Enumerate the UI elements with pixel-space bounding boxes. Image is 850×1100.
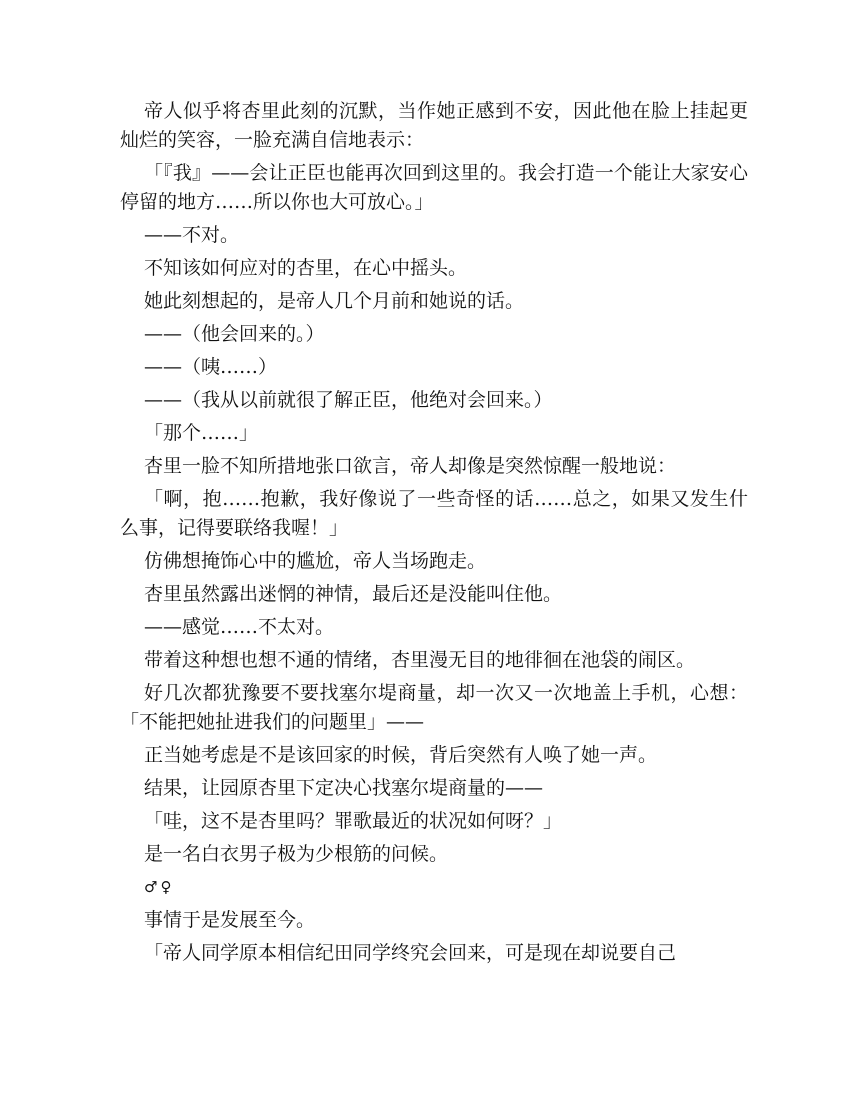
paragraph: ——（我从以前就很了解正臣，他绝对会回来。） [144,389,553,411]
paragraph: 「啊，抱……抱歉，我好像说了一些奇怪的话……总之，如果又发生什么事，记得要联络我喔！」 [120,488,748,539]
paragraph: 「哇，这不是杏里吗？罪歌最近的状况如何呀？」 [144,810,563,832]
paragraph: 「『我』——会让正臣也能再次回到这里的。我会打造一个能让大家安心停留的地方……所以你也大可放心。」 [120,162,748,213]
section-break-symbol: ♂♀ [144,878,175,896]
paragraph: 带着这种想也想不通的情绪，杏里漫无目的地徘徊在池袋的闹区。 [144,649,696,671]
paragraph: 好几次都犹豫要不要找塞尔堤商量，却一次又一次地盖上手机，心想：「不能把她扯进我们的问题里」—— [120,682,748,733]
paragraph: 她此刻想起的，是帝人几个月前和她说的话。 [144,290,525,312]
paragraph: ——感觉……不太对。 [144,616,335,638]
paragraph: 结果，让园原杏里下定决心找塞尔堤商量的—— [144,777,544,799]
paragraph: ——（咦……） [144,356,278,378]
document-page [120,97,748,972]
paragraph: 是一名白衣男子极为少根筋的问候。 [144,843,449,865]
paragraph: 仿佛想掩饰心中的尴尬，帝人当场跑走。 [144,550,487,572]
paragraph: ——不对。 [144,224,240,246]
paragraph: 杏里虽然露出迷惘的神情，最后还是没能叫住他。 [144,583,563,605]
paragraph: ——（他会回来的。） [144,323,325,345]
paragraph: 事情于是发展至今。 [144,909,316,931]
paragraph: 「那个……」 [144,422,259,444]
paragraph: 帝人似乎将杏里此刻的沉默，当作她正感到不安，因此他在脸上挂起更灿烂的笑容，一脸充满自信地表示： [120,100,748,151]
paragraph: 杏里一脸不知所措地张口欲言，帝人却像是突然惊醒一般地说： [144,455,677,477]
paragraph: 不知该如何应对的杏里，在心中摇头。 [144,257,468,279]
paragraph: 正当她考虑是不是该回家的时候，背后突然有人唤了她一声。 [144,744,658,766]
paragraph: 「帝人同学原本相信纪田同学终究会回来，可是现在却说要自己 [144,942,677,964]
